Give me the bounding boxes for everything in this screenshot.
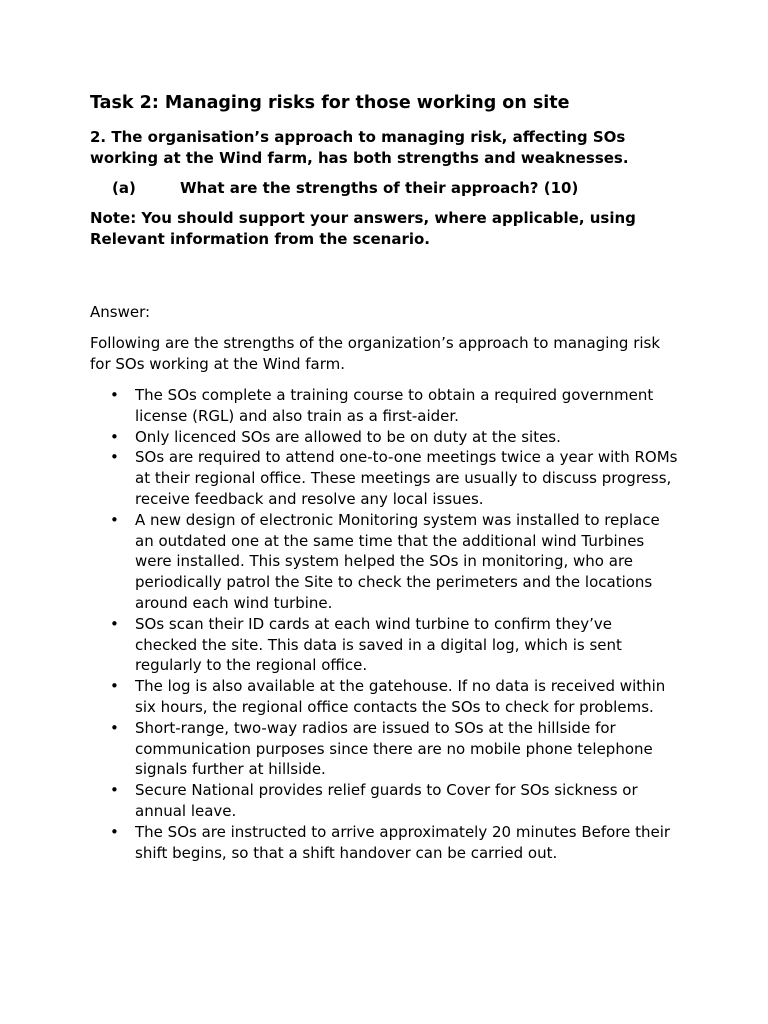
list-item-text: The SOs are instructed to arrive approximately 20 minutes Before their shift begins, so that a shift handover can be carried out. bbox=[135, 822, 671, 862]
list-item bbox=[90, 718, 678, 780]
sub-question bbox=[112, 178, 678, 199]
list-item-text: The SOs complete a training course to obtain a required government license (RGL) and also train as a first-aider. bbox=[135, 386, 654, 425]
list-item bbox=[90, 676, 678, 718]
list-item-text: SOs scan their ID cards at each wind turbine to confirm they’ve checked the site. This data is saved in a digital log, which is sent regularly to the regional office. bbox=[135, 614, 622, 675]
list-item bbox=[90, 614, 678, 676]
answer-label: Answer: bbox=[90, 303, 151, 321]
bullet-icon: • bbox=[110, 386, 119, 404]
list-item bbox=[90, 385, 678, 427]
list-item bbox=[90, 510, 678, 614]
list-item-text: The log is also available at the gatehouse. If no data is received within six hours, the regional office contacts the SOs to check for problems. bbox=[135, 677, 666, 716]
list-item bbox=[90, 447, 678, 509]
list-item bbox=[90, 427, 678, 448]
list-item bbox=[90, 822, 678, 864]
sub-question-marker: (a) bbox=[112, 179, 136, 197]
question-text: 2. The organisation’s approach to managing risk, affecting SOs working at the Wind farm, has both strengths and weaknesses. bbox=[90, 128, 629, 167]
bullet-icon: • bbox=[110, 781, 119, 800]
bullet-icon: • bbox=[110, 822, 119, 841]
bullet-icon: • bbox=[110, 448, 119, 467]
page-title: Task 2: Managing risks for those working on site bbox=[90, 93, 570, 113]
list-item-text: Short-range, two-way radios are issued to SOs at the hillside for communication purposes since there are no mobile phone telephone signals further at hillside. bbox=[135, 718, 653, 779]
sub-question-text: What are the strengths of their approach? (10) bbox=[180, 179, 579, 197]
bullet-icon: • bbox=[110, 718, 119, 737]
bullet-icon: • bbox=[110, 510, 119, 529]
bullet-icon: • bbox=[110, 427, 119, 446]
list-item-text: A new design of electronic Monitoring system was installed to replace an outdated one at the same time that the additional wind Turbines were installed. This system helped the SOs in monitoring, who are periodically patrol the Site to check the perimeters and the locations around each wind turbine. bbox=[135, 510, 660, 612]
note-text: Note: You should support your answers, where applicable, using Relevant information from the scenario. bbox=[90, 209, 636, 248]
list-item-text: SOs are required to attend one-to-one meetings twice a year with ROMs at their regional office. These meetings are usually to discuss progress, receive feedback and resolve any local issues. bbox=[135, 448, 678, 508]
answer-intro: Following are the strengths of the organization’s approach to managing risk for SOs working at the Wind farm. bbox=[90, 334, 661, 373]
bullet-icon: • bbox=[110, 677, 119, 696]
list-item-text: Only licenced SOs are allowed to be on duty at the sites. bbox=[135, 427, 561, 446]
list-item bbox=[90, 780, 678, 822]
bullet-icon: • bbox=[110, 614, 119, 633]
list-item-text: Secure National provides relief guards to Cover for SOs sickness or annual leave. bbox=[135, 781, 638, 820]
strengths-list bbox=[90, 385, 678, 863]
